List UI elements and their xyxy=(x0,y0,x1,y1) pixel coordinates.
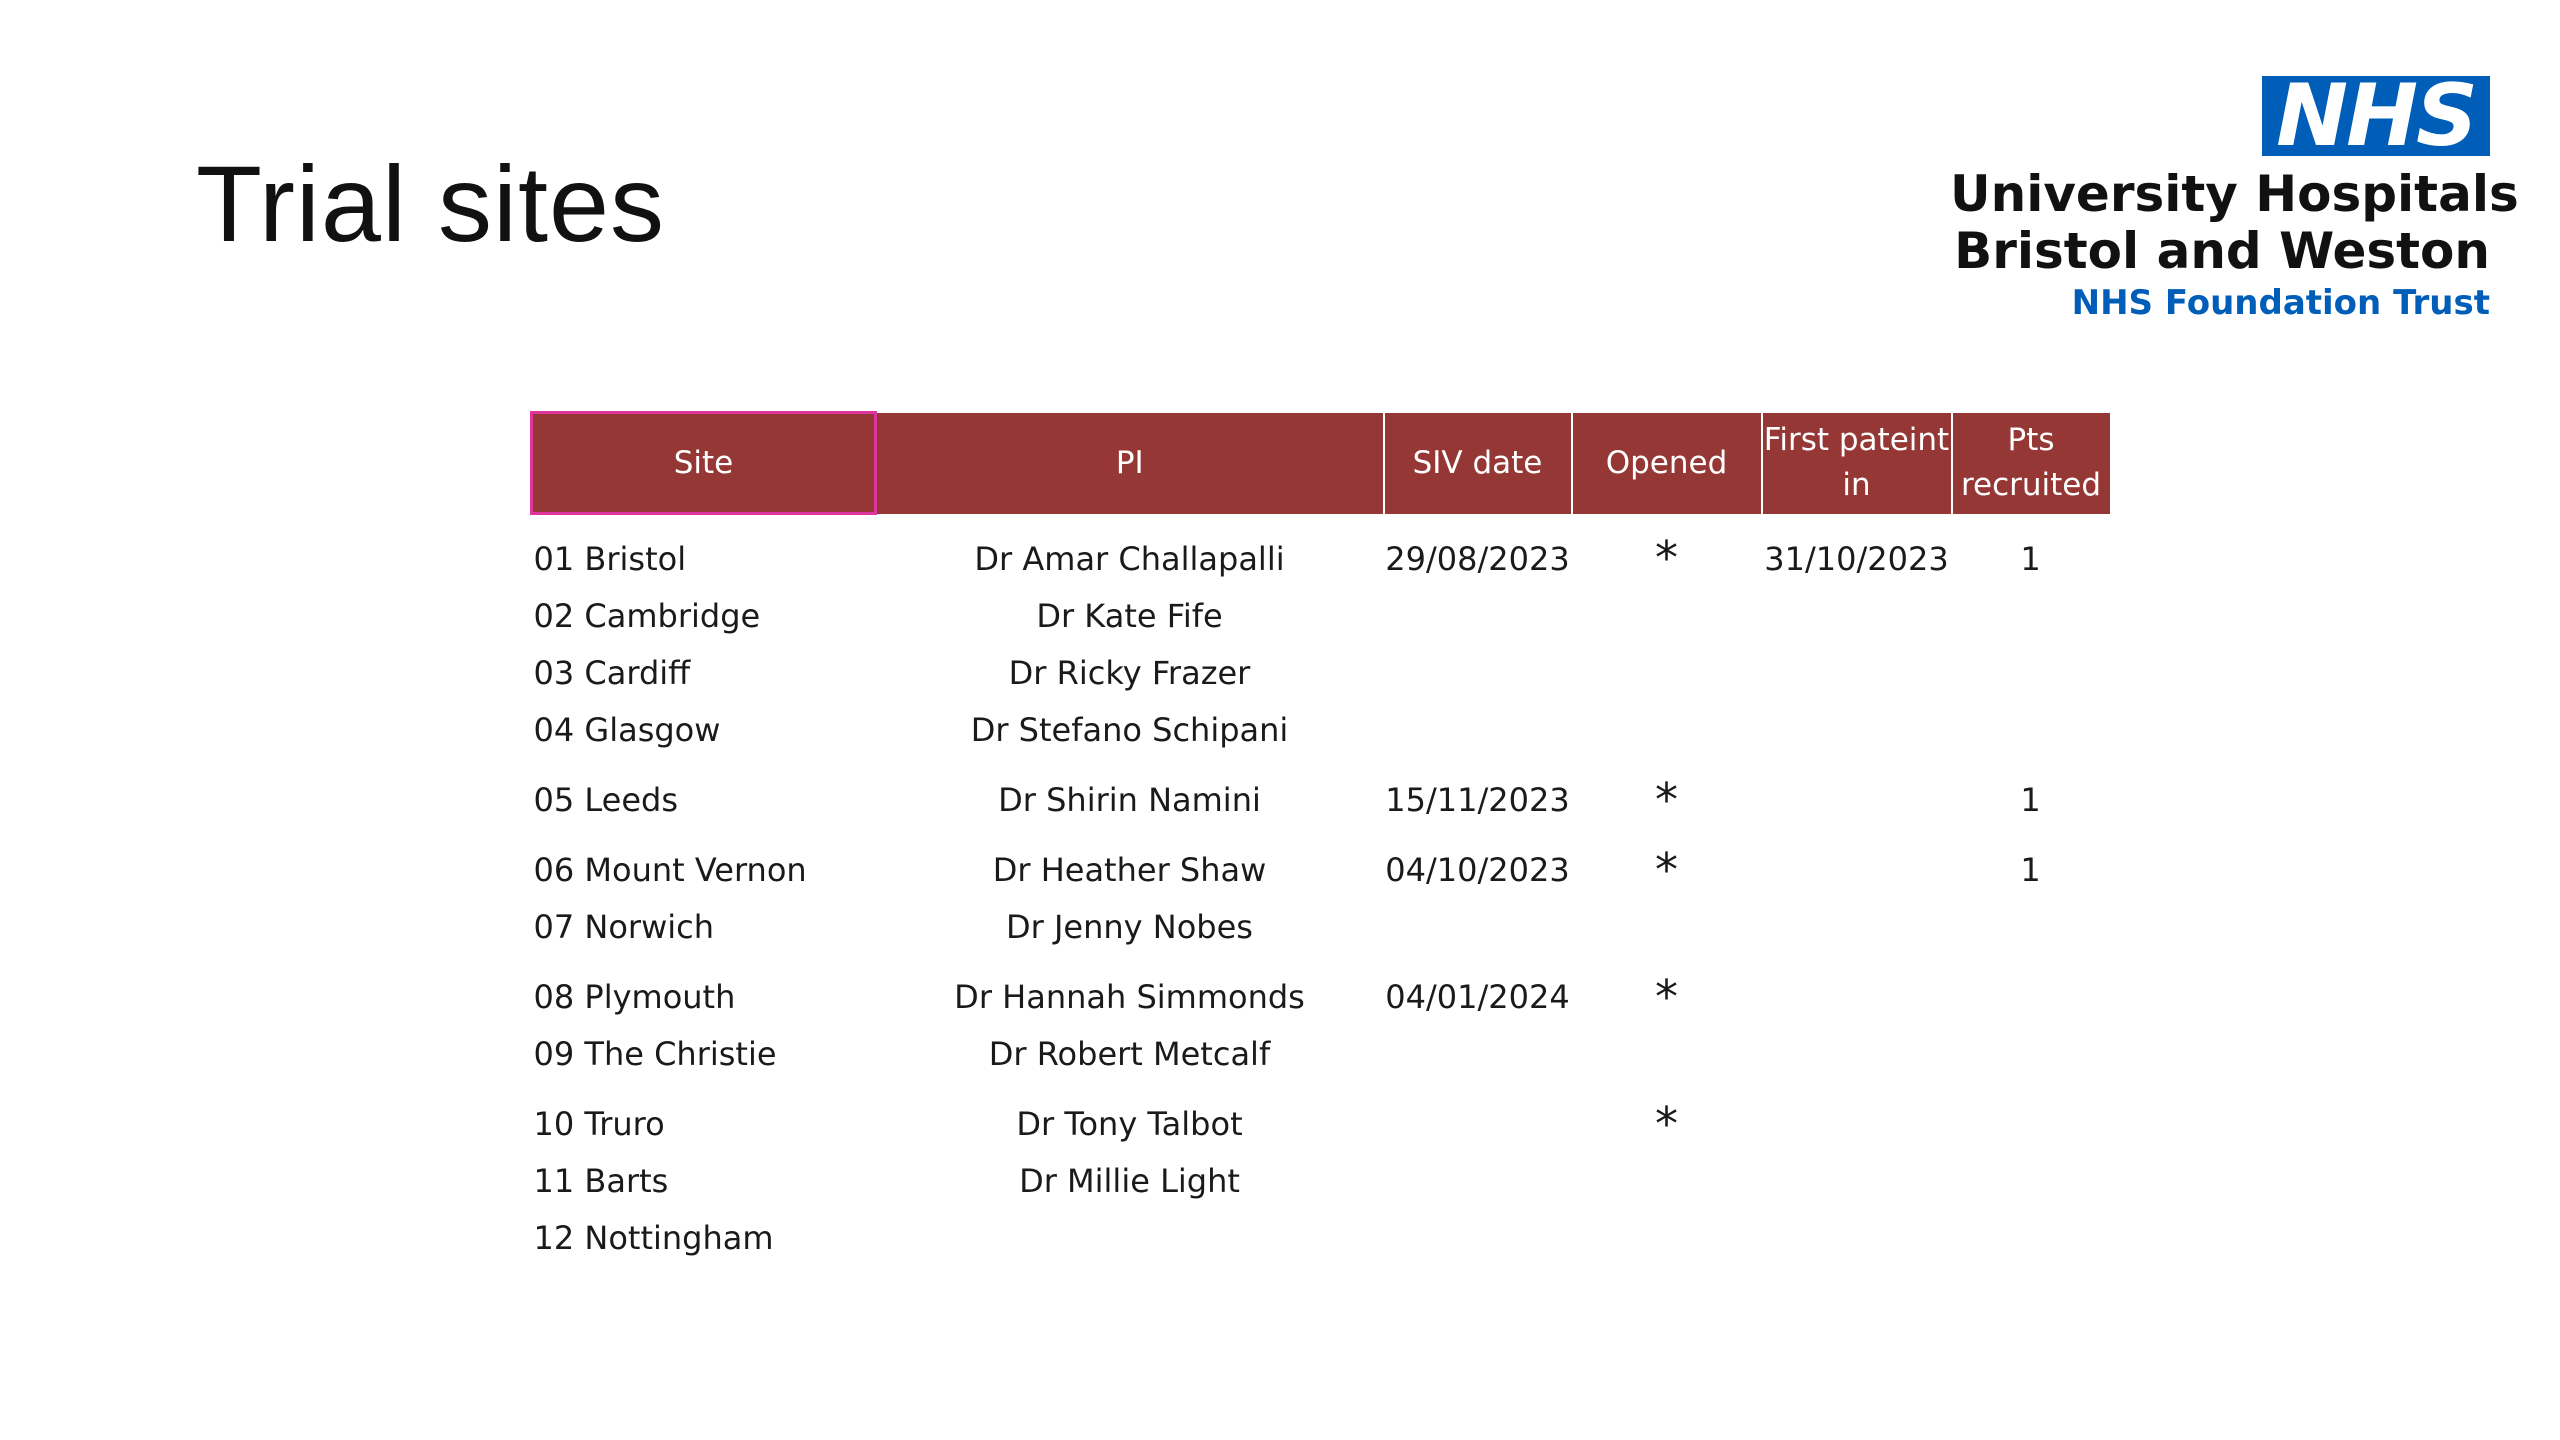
page-title: Trial sites xyxy=(196,143,666,264)
table-row xyxy=(532,514,2110,589)
cell-opened: * xyxy=(1655,843,1678,897)
cell-pi: Dr Amar Challapalli xyxy=(974,540,1285,578)
table-row xyxy=(532,829,2110,899)
cell-pi: Dr Stefano Schipani xyxy=(970,711,1289,749)
cell-siv-date: 04/10/2023 xyxy=(1385,851,1570,889)
cell-first-patient xyxy=(1762,588,1952,645)
cell-pi: Dr Heather Shaw xyxy=(992,851,1267,889)
cell-siv-date xyxy=(1384,588,1572,645)
cell-pts-recruited: 1 xyxy=(2020,540,2041,578)
cell-opened: * xyxy=(1655,530,1678,585)
cell-pts-recruited xyxy=(1952,645,2110,702)
cell-site: 05 Leeds xyxy=(533,781,679,819)
cell-siv-date xyxy=(1384,1210,1572,1267)
cell-site: 09 The Christie xyxy=(533,1035,777,1073)
cell-pts-recruited xyxy=(1952,588,2110,645)
cell-first-patient xyxy=(1762,702,1952,759)
cell-first-patient xyxy=(1762,1083,1952,1153)
table-row xyxy=(532,956,2110,1026)
cell-siv-date xyxy=(1384,899,1572,956)
header-pts-recruited xyxy=(1952,413,2110,514)
cell-siv-date xyxy=(1384,1083,1572,1153)
cell-site: 02 Cambridge xyxy=(533,597,761,635)
cell-site: 06 Mount Vernon xyxy=(533,851,807,889)
nhs-badge: NHS xyxy=(2262,76,2490,156)
cell-first-patient xyxy=(1762,1210,1952,1267)
trial-sites-table xyxy=(530,411,2110,1267)
header-opened: Opened xyxy=(1572,413,1762,514)
cell-opened xyxy=(1572,702,1762,759)
cell-siv-date: 15/11/2023 xyxy=(1385,781,1570,819)
header-pts-line2: recruited xyxy=(1960,467,2102,503)
cell-pts-recruited xyxy=(1952,956,2110,1026)
cell-pi: Dr Shirin Namini xyxy=(998,781,1261,819)
cell-pts-recruited xyxy=(1952,1153,2110,1210)
cell-site: 12 Nottingham xyxy=(533,1219,774,1257)
table-row xyxy=(532,588,2110,645)
cell-site: 08 Plymouth xyxy=(533,978,736,1016)
cell-pts-recruited: 1 xyxy=(2020,851,2041,889)
cell-pi xyxy=(876,1210,1384,1267)
cell-opened: * xyxy=(1655,1097,1678,1151)
cell-pts-recruited xyxy=(1952,1210,2110,1267)
cell-first-patient: 31/10/2023 xyxy=(1764,540,1949,578)
cell-pi: Dr Hannah Simmonds xyxy=(954,978,1305,1016)
header-site: Site xyxy=(532,413,876,514)
cell-pts-recruited xyxy=(1952,702,2110,759)
table-row xyxy=(532,899,2110,956)
table-row xyxy=(532,1026,2110,1083)
cell-site: 10 Truro xyxy=(533,1105,665,1143)
cell-pts-recruited xyxy=(1952,1026,2110,1083)
cell-opened: * xyxy=(1655,773,1678,827)
cell-site: 11 Barts xyxy=(533,1162,669,1200)
table-row xyxy=(532,759,2110,829)
cell-first-patient xyxy=(1762,1026,1952,1083)
nhs-logo xyxy=(1950,66,2519,326)
cell-siv-date: 04/01/2024 xyxy=(1385,978,1570,1016)
logo-org-line2: Bristol and Weston xyxy=(1954,222,2490,280)
cell-siv-date: 29/08/2023 xyxy=(1385,540,1570,578)
cell-pi: Dr Robert Metcalf xyxy=(988,1035,1271,1073)
cell-opened xyxy=(1572,1026,1762,1083)
cell-first-patient xyxy=(1762,1153,1952,1210)
cell-site: 01 Bristol xyxy=(533,540,687,578)
cell-pi: Dr Kate Fife xyxy=(1036,597,1223,635)
cell-site: 04 Glasgow xyxy=(533,711,721,749)
cell-pts-recruited xyxy=(1952,899,2110,956)
cell-first-patient xyxy=(1762,956,1952,1026)
cell-pi: Dr Ricky Frazer xyxy=(1008,654,1251,692)
cell-siv-date xyxy=(1384,702,1572,759)
cell-opened xyxy=(1572,588,1762,645)
table-row xyxy=(532,1210,2110,1267)
cell-opened xyxy=(1572,1153,1762,1210)
cell-site: 07 Norwich xyxy=(533,908,714,946)
header-pts-line1: Pts xyxy=(2007,422,2055,458)
cell-site: 03 Cardiff xyxy=(533,654,691,692)
header-pi: PI xyxy=(876,413,1384,514)
header-first-patient-line2: in xyxy=(1842,467,1871,503)
cell-siv-date xyxy=(1384,1026,1572,1083)
table-row xyxy=(532,1153,2110,1210)
cell-first-patient xyxy=(1762,645,1952,702)
cell-first-patient xyxy=(1762,829,1952,899)
table-row xyxy=(532,1083,2110,1153)
cell-pi: Dr Jenny Nobes xyxy=(1006,908,1253,946)
logo-org-line3: NHS Foundation Trust xyxy=(2071,283,2490,323)
header-first-patient-line1: First pateint xyxy=(1763,422,1950,458)
cell-first-patient xyxy=(1762,759,1952,829)
table-row xyxy=(532,645,2110,702)
table-row xyxy=(532,702,2110,759)
cell-siv-date xyxy=(1384,645,1572,702)
cell-opened xyxy=(1572,899,1762,956)
header-siv-date: SIV date xyxy=(1384,413,1572,514)
cell-siv-date xyxy=(1384,1153,1572,1210)
cell-opened xyxy=(1572,645,1762,702)
table-header-row xyxy=(532,413,2110,514)
cell-first-patient xyxy=(1762,899,1952,956)
cell-pts-recruited xyxy=(1952,1083,2110,1153)
cell-opened xyxy=(1572,1210,1762,1267)
cell-pts-recruited: 1 xyxy=(2020,781,2041,819)
cell-pi: Dr Millie Light xyxy=(1019,1162,1240,1200)
logo-org-line1: University Hospitals xyxy=(1950,165,2519,223)
header-first-patient xyxy=(1762,413,1952,514)
cell-opened: * xyxy=(1655,970,1678,1024)
cell-pi: Dr Tony Talbot xyxy=(1016,1105,1243,1143)
